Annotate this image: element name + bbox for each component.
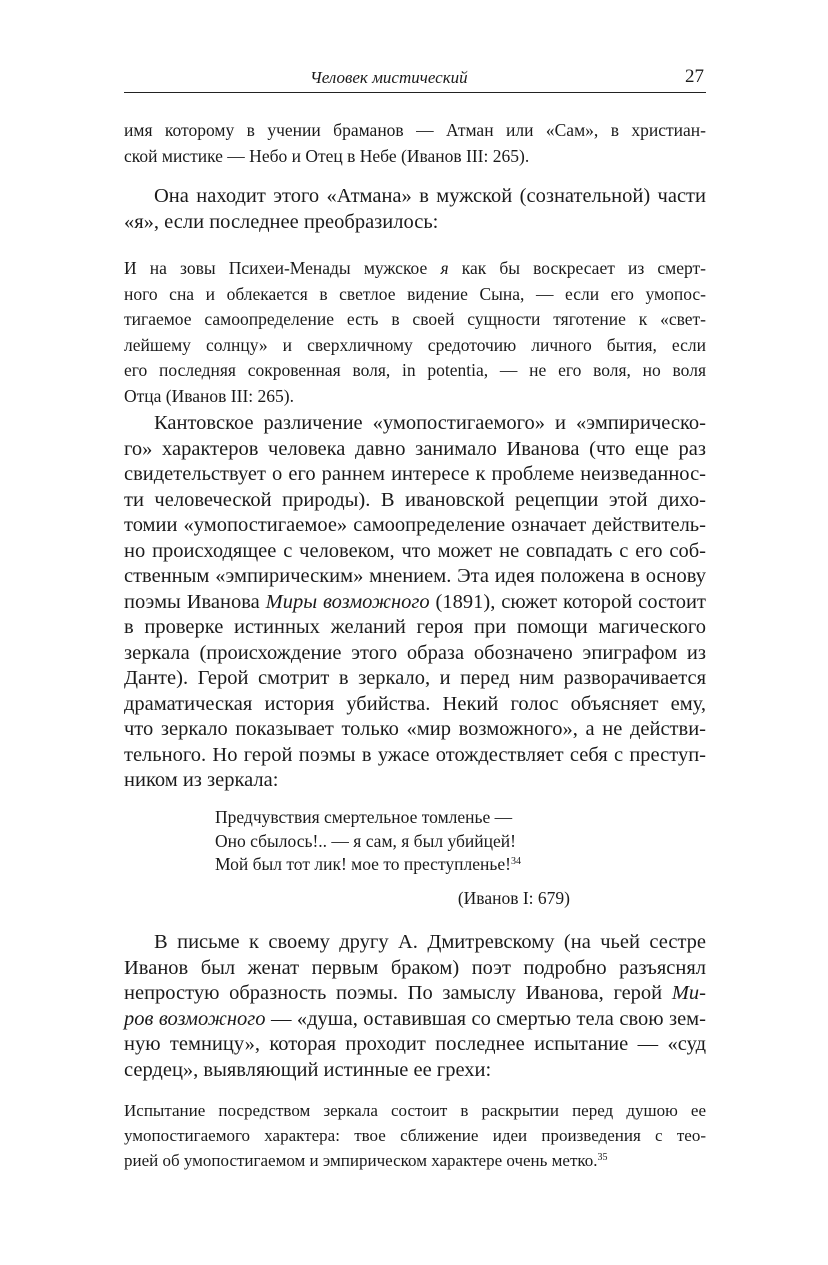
text-line: ров возможного — «душа, оставившая со смертью тела свою зем-	[124, 1007, 706, 1030]
text-line: имя которому в учении браманов — Атман или «Сам», в христиан-	[124, 120, 706, 140]
text-line: Данте). Герой смотрит в зеркало, и перед ним разворачивается	[124, 667, 706, 689]
text-line: умопостигаемого характера: твое сближение идеи произведения с тео-	[124, 1126, 706, 1145]
text-line: И на зовы Психеи-Менады мужское я как бы воскресает из смерт-	[124, 258, 706, 278]
text-line: «я», если последнее преобразилось:	[124, 210, 439, 233]
text-line: рией об умопостигаемом и эмпирическом характере очень метко.$^{35}$	[124, 1151, 608, 1170]
text-line: Иванов был женат первым браком) поэт подробно разъяснял	[124, 956, 706, 979]
block-quote	[124, 256, 706, 409]
text-line: ти человеческой природы). В ивановской рецепции этой дихо-	[124, 488, 706, 511]
text-line: тельного. Но герой поэмы в ужасе отождествляет себя с преступ-	[124, 743, 706, 766]
text-line: сердец», выявляющий истинные ее грехи:	[124, 1058, 492, 1081]
paragraph	[124, 930, 706, 1083]
text-line: но происходящее с человеком, что может не совпадать с его соб-	[124, 539, 706, 562]
text-line: поэмы Иванова Миры возможного (1891), сюжет которой состоит	[124, 590, 706, 613]
text-line: что зеркало показывает только «мир возможного», а не действи-	[124, 718, 706, 740]
text-line: ного сна и облекается в светлое видение Сына, — если его умопос-	[124, 283, 706, 304]
poem-verse	[215, 806, 615, 877]
footnote-ref[interactable]: 34	[510, 856, 521, 867]
text-line: го» характеров человека давно занимало Иванова (что еще раз	[124, 437, 706, 460]
text-line: его последняя сокровенная воля, in potentia, — не его воля, но воля	[124, 360, 706, 380]
text-line: томии «умопостигаемое» самоопределение означает действитель-	[124, 514, 706, 536]
paragraph	[124, 411, 706, 794]
text-line: лейшему солнцу» и сверхличному средоточию личного бытия, если	[124, 334, 706, 355]
paragraph	[124, 184, 706, 235]
text-line: ственным «эмпирическим» мнением. Эта идея положена в основу	[124, 565, 706, 587]
poem-citation: (Иванов I: 679)	[457, 888, 570, 908]
text-line: в проверке истинных желаний героя при помощи магического	[124, 616, 706, 638]
text-line: ную темницу», которая проходит последнее испытание — «суд	[124, 1033, 706, 1055]
text-line: непростую образность поэмы. По замыслу Иванова, герой Ми-	[124, 982, 706, 1004]
verse-line: Предчувствия смертельное томленье —	[215, 807, 513, 827]
verse-line: Оно сбылось!.. — я сам, я был убийцей!	[215, 830, 516, 851]
text-line: Испытание посредством зеркала состоит в раскрытии перед душою ее	[124, 1101, 706, 1120]
text-line: тигаемое самоопределение есть в своей сущности тяготение к «свет-	[124, 309, 706, 329]
running-title: Человек мистический	[310, 68, 468, 87]
text-line: свидетельствует о его раннем интересе к проблеме неизведаннос-	[124, 463, 706, 485]
running-header	[124, 66, 706, 93]
verse-line: Мой был тот лик! мое то преступленье!$^{34}$	[215, 854, 521, 874]
text-line: ской мистике — Небо и Отец в Небе (Иванов III: 265).	[124, 145, 530, 166]
text-line: Кантовское различение «умопостигаемого» и «эмпирическо-	[154, 412, 706, 434]
page-number: 27	[685, 66, 704, 87]
text-line: В письме к своему другу А. Дмитревскому (на чьей сестре	[154, 931, 706, 953]
text-line: Отца (Иванов III: 265).	[124, 385, 294, 406]
block-quote	[124, 1098, 706, 1173]
text-line: зеркала (происхождение этого образа обозначено эпиграфом из	[124, 641, 706, 664]
paragraph-continuation	[124, 118, 706, 169]
text-line: драматическая история убийства. Некий голос объясняет ему,	[124, 692, 706, 715]
footnote-ref[interactable]: 35	[597, 1152, 608, 1163]
text-line: ником из зеркала:	[124, 769, 279, 791]
text-line: Она находит этого «Атмана» в мужской (сознательной) части	[154, 185, 706, 207]
